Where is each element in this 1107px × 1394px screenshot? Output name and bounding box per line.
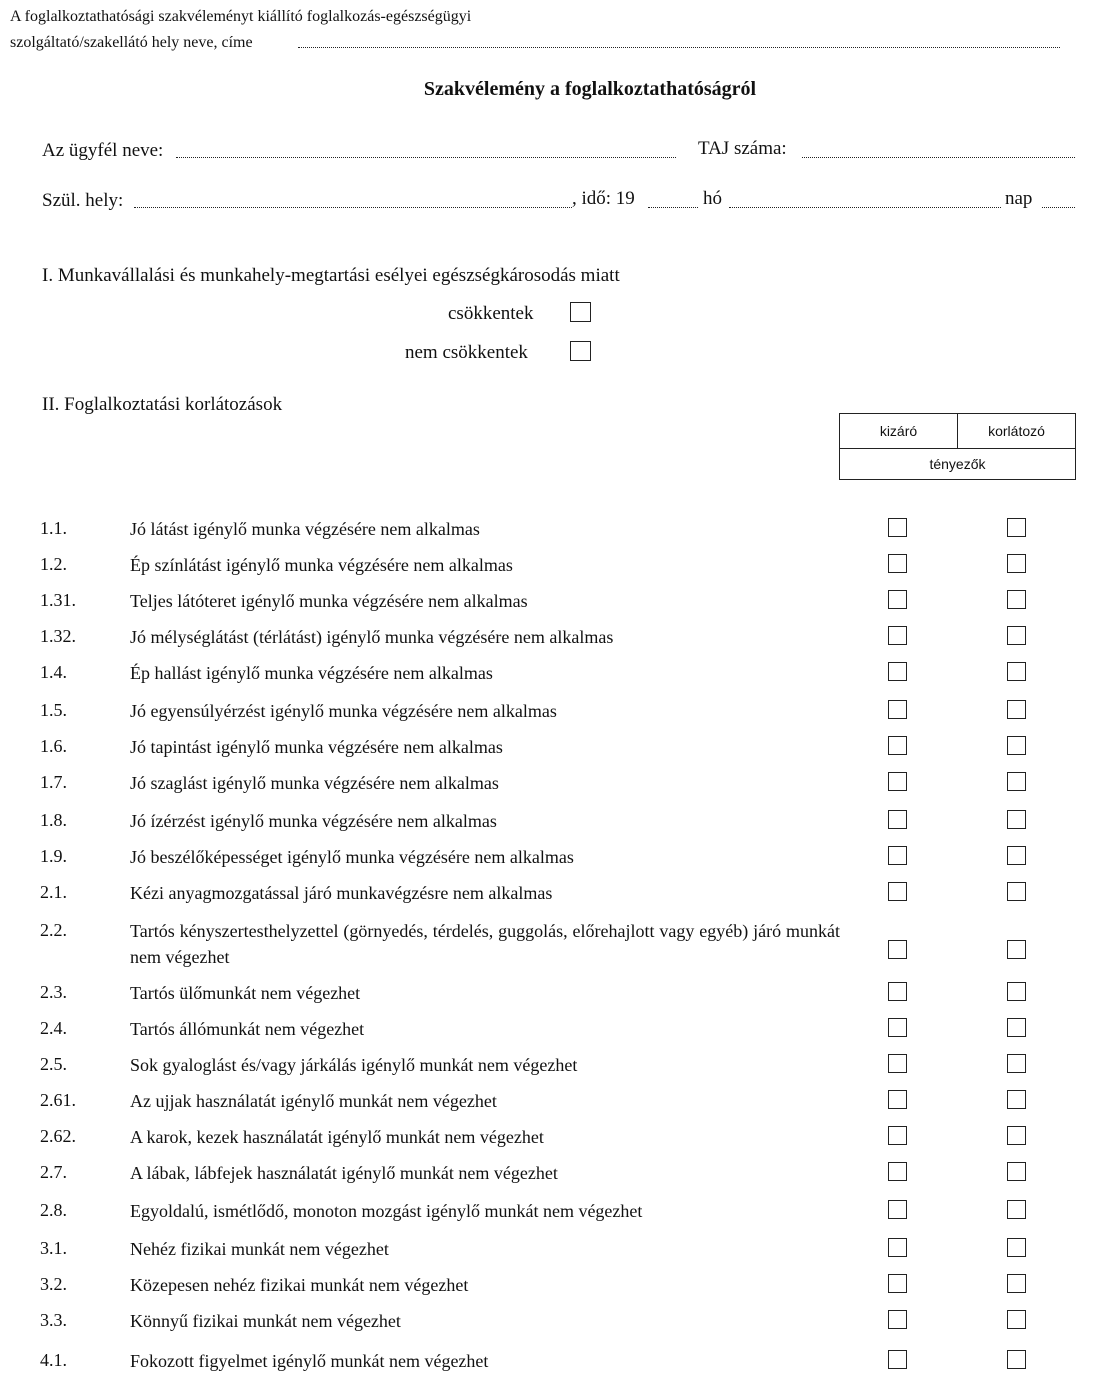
- excluding-checkbox[interactable]: [888, 1274, 907, 1293]
- item-number: 1.7.: [40, 772, 67, 792]
- item-text: Könnyű fizikai munkát nem végezhet: [130, 1311, 401, 1331]
- item-text: Tartós ülőmunkát nem végezhet: [130, 983, 361, 1003]
- excluding-checkbox[interactable]: [888, 940, 907, 959]
- item-text: A lábak, lábfejek használatát igénylő munkát nem végezhet: [130, 1163, 558, 1183]
- restricting-checkbox[interactable]: [1007, 772, 1026, 791]
- col-restricting: korlátozó: [958, 414, 1075, 449]
- item-number: 2.1.: [40, 882, 67, 902]
- item-text: Ép hallást igénylő munka végzésére nem alkalmas: [130, 663, 493, 683]
- header-line-1: A foglalkoztathatósági szakvéleményt kiállító foglalkozás-egészségügyi: [10, 8, 472, 25]
- item-number: 1.31.: [40, 590, 76, 610]
- restricting-checkbox[interactable]: [1007, 1274, 1026, 1293]
- excluding-checkbox[interactable]: [888, 846, 907, 865]
- restricting-checkbox[interactable]: [1007, 882, 1026, 901]
- item-text: Jó beszélőképességet igénylő munka végzésére nem alkalmas: [130, 847, 574, 867]
- item-number: 1.4.: [40, 662, 67, 682]
- option-decreased-label: csökkentek: [448, 303, 534, 324]
- excluding-checkbox[interactable]: [888, 1162, 907, 1181]
- factor-column-header: [839, 413, 1076, 480]
- section-1-heading: I. Munkavállalási és munkahely-megtartási esélyei egészségkárosodás miatt: [42, 265, 620, 286]
- birth-day-field[interactable]: [1042, 206, 1075, 208]
- restricting-checkbox[interactable]: [1007, 1162, 1026, 1181]
- excluding-checkbox[interactable]: [888, 1054, 907, 1073]
- excluding-checkbox[interactable]: [888, 1310, 907, 1329]
- birth-place-label: Szül. hely:: [42, 190, 124, 211]
- item-number: 2.62.: [40, 1126, 76, 1146]
- taj-field[interactable]: [802, 156, 1075, 158]
- option-decreased-checkbox[interactable]: [570, 302, 591, 322]
- excluding-checkbox[interactable]: [888, 882, 907, 901]
- col-factors: tényezők: [929, 456, 986, 472]
- restricting-checkbox[interactable]: [1007, 554, 1026, 573]
- item-text: Egyoldalú, ismétlődő, monoton mozgást igénylő munkát nem végezhet: [130, 1201, 643, 1221]
- taj-label: TAJ száma:: [698, 138, 787, 159]
- restricting-checkbox[interactable]: [1007, 982, 1026, 1001]
- excluding-checkbox[interactable]: [888, 810, 907, 829]
- col-excluding: kizáró: [840, 414, 958, 449]
- restricting-checkbox[interactable]: [1007, 1126, 1026, 1145]
- restricting-checkbox[interactable]: [1007, 662, 1026, 681]
- item-number: 2.2.: [40, 920, 67, 940]
- restricting-checkbox[interactable]: [1007, 1018, 1026, 1037]
- item-text: A karok, kezek használatát igénylő munkát nem végezhet: [130, 1127, 544, 1147]
- birth-place-field[interactable]: [134, 206, 572, 208]
- item-number: 2.3.: [40, 982, 67, 1002]
- item-text: Jó egyensúlyérzést igénylő munka végzésére nem alkalmas: [130, 701, 557, 721]
- item-text: Közepesen nehéz fizikai munkát nem végezhet: [130, 1275, 469, 1295]
- restricting-checkbox[interactable]: [1007, 1350, 1026, 1369]
- item-number: 1.9.: [40, 846, 67, 866]
- option-not-decreased-label: nem csökkentek: [405, 342, 528, 363]
- restricting-checkbox[interactable]: [1007, 590, 1026, 609]
- item-text: Jó ízérzést igénylő munka végzésére nem alkalmas: [130, 811, 497, 831]
- restricting-checkbox[interactable]: [1007, 700, 1026, 719]
- excluding-checkbox[interactable]: [888, 772, 907, 791]
- item-number: 1.32.: [40, 626, 76, 646]
- item-number: 1.5.: [40, 700, 67, 720]
- item-number: 2.4.: [40, 1018, 67, 1038]
- restricting-checkbox[interactable]: [1007, 626, 1026, 645]
- restricting-checkbox[interactable]: [1007, 1090, 1026, 1109]
- restricting-checkbox[interactable]: [1007, 1238, 1026, 1257]
- item-text: Jó mélységlátást (térlátást) igénylő munka végzésére nem alkalmas: [130, 627, 614, 647]
- item-number: 1.8.: [40, 810, 67, 830]
- excluding-checkbox[interactable]: [888, 700, 907, 719]
- item-number: 2.8.: [40, 1200, 67, 1220]
- item-text: Kézi anyagmozgatással járó munkavégzésre nem alkalmas: [130, 883, 553, 903]
- name-field[interactable]: [176, 156, 676, 158]
- restricting-checkbox[interactable]: [1007, 518, 1026, 537]
- item-text: Jó tapintást igénylő munka végzésére nem alkalmas: [130, 737, 503, 757]
- excluding-checkbox[interactable]: [888, 626, 907, 645]
- excluding-checkbox[interactable]: [888, 662, 907, 681]
- item-number: 1.1.: [40, 518, 67, 538]
- item-number: 3.2.: [40, 1274, 67, 1294]
- restricting-checkbox[interactable]: [1007, 940, 1026, 959]
- excluding-checkbox[interactable]: [888, 1238, 907, 1257]
- day-label: nap: [1005, 188, 1033, 209]
- item-number: 4.1.: [40, 1350, 67, 1370]
- item-text: Nehéz fizikai munkát nem végezhet: [130, 1239, 389, 1259]
- excluding-checkbox[interactable]: [888, 1350, 907, 1369]
- item-text: Az ujjak használatát igénylő munkát nem végezhet: [130, 1091, 497, 1111]
- name-label: Az ügyfél neve:: [42, 140, 164, 161]
- restricting-checkbox[interactable]: [1007, 1200, 1026, 1219]
- birth-month-field[interactable]: [729, 206, 1001, 208]
- excluding-checkbox[interactable]: [888, 590, 907, 609]
- item-text: Ép színlátást igénylő munka végzésére nem alkalmas: [130, 555, 513, 575]
- item-number: 2.7.: [40, 1162, 67, 1182]
- excluding-checkbox[interactable]: [888, 1200, 907, 1219]
- excluding-checkbox[interactable]: [888, 982, 907, 1001]
- item-text: Jó látást igénylő munka végzésére nem alkalmas: [130, 519, 480, 539]
- item-text: Tartós kényszertesthelyzettel (görnyedés, térdelés, guggolás, előrehajlott vagy egyéb) járó munkát nem végezhet: [130, 921, 840, 967]
- item-number: 1.6.: [40, 736, 67, 756]
- item-text: Tartós állómunkát nem végezhet: [130, 1019, 365, 1039]
- page-title: Szakvélemény a foglalkoztathatóságról: [423, 78, 757, 100]
- restricting-checkbox[interactable]: [1007, 736, 1026, 755]
- excluding-checkbox[interactable]: [888, 554, 907, 573]
- restricting-checkbox[interactable]: [1007, 846, 1026, 865]
- header-line-2: szolgáltató/szakellátó hely neve, címe: [10, 34, 253, 51]
- item-text: Fokozott figyelmet igénylő munkát nem végezhet: [130, 1351, 489, 1371]
- excluding-checkbox[interactable]: [888, 1018, 907, 1037]
- provider-address-field[interactable]: [298, 46, 1060, 48]
- item-number: 1.2.: [40, 554, 67, 574]
- item-text: Teljes látóteret igénylő munka végzésére nem alkalmas: [130, 591, 528, 611]
- item-text: Jó szaglást igénylő munka végzésére nem alkalmas: [130, 773, 499, 793]
- option-not-decreased-checkbox[interactable]: [570, 341, 591, 361]
- excluding-checkbox[interactable]: [888, 1126, 907, 1145]
- excluding-checkbox[interactable]: [888, 736, 907, 755]
- restricting-checkbox[interactable]: [1007, 810, 1026, 829]
- excluding-checkbox[interactable]: [888, 518, 907, 537]
- excluding-checkbox[interactable]: [888, 1090, 907, 1109]
- item-number: 3.1.: [40, 1238, 67, 1258]
- birth-time-label: , idő: 19: [572, 188, 635, 209]
- birth-year-field[interactable]: [648, 206, 698, 208]
- restricting-checkbox[interactable]: [1007, 1054, 1026, 1073]
- item-number: 3.3.: [40, 1310, 67, 1330]
- section-2-heading: II. Foglalkoztatási korlátozások: [42, 394, 283, 415]
- item-text: Sok gyaloglást és/vagy járkálás igénylő munkát nem végezhet: [130, 1055, 578, 1075]
- item-number: 2.5.: [40, 1054, 67, 1074]
- item-number: 2.61.: [40, 1090, 76, 1110]
- month-label: hó: [703, 188, 722, 209]
- restricting-checkbox[interactable]: [1007, 1310, 1026, 1329]
